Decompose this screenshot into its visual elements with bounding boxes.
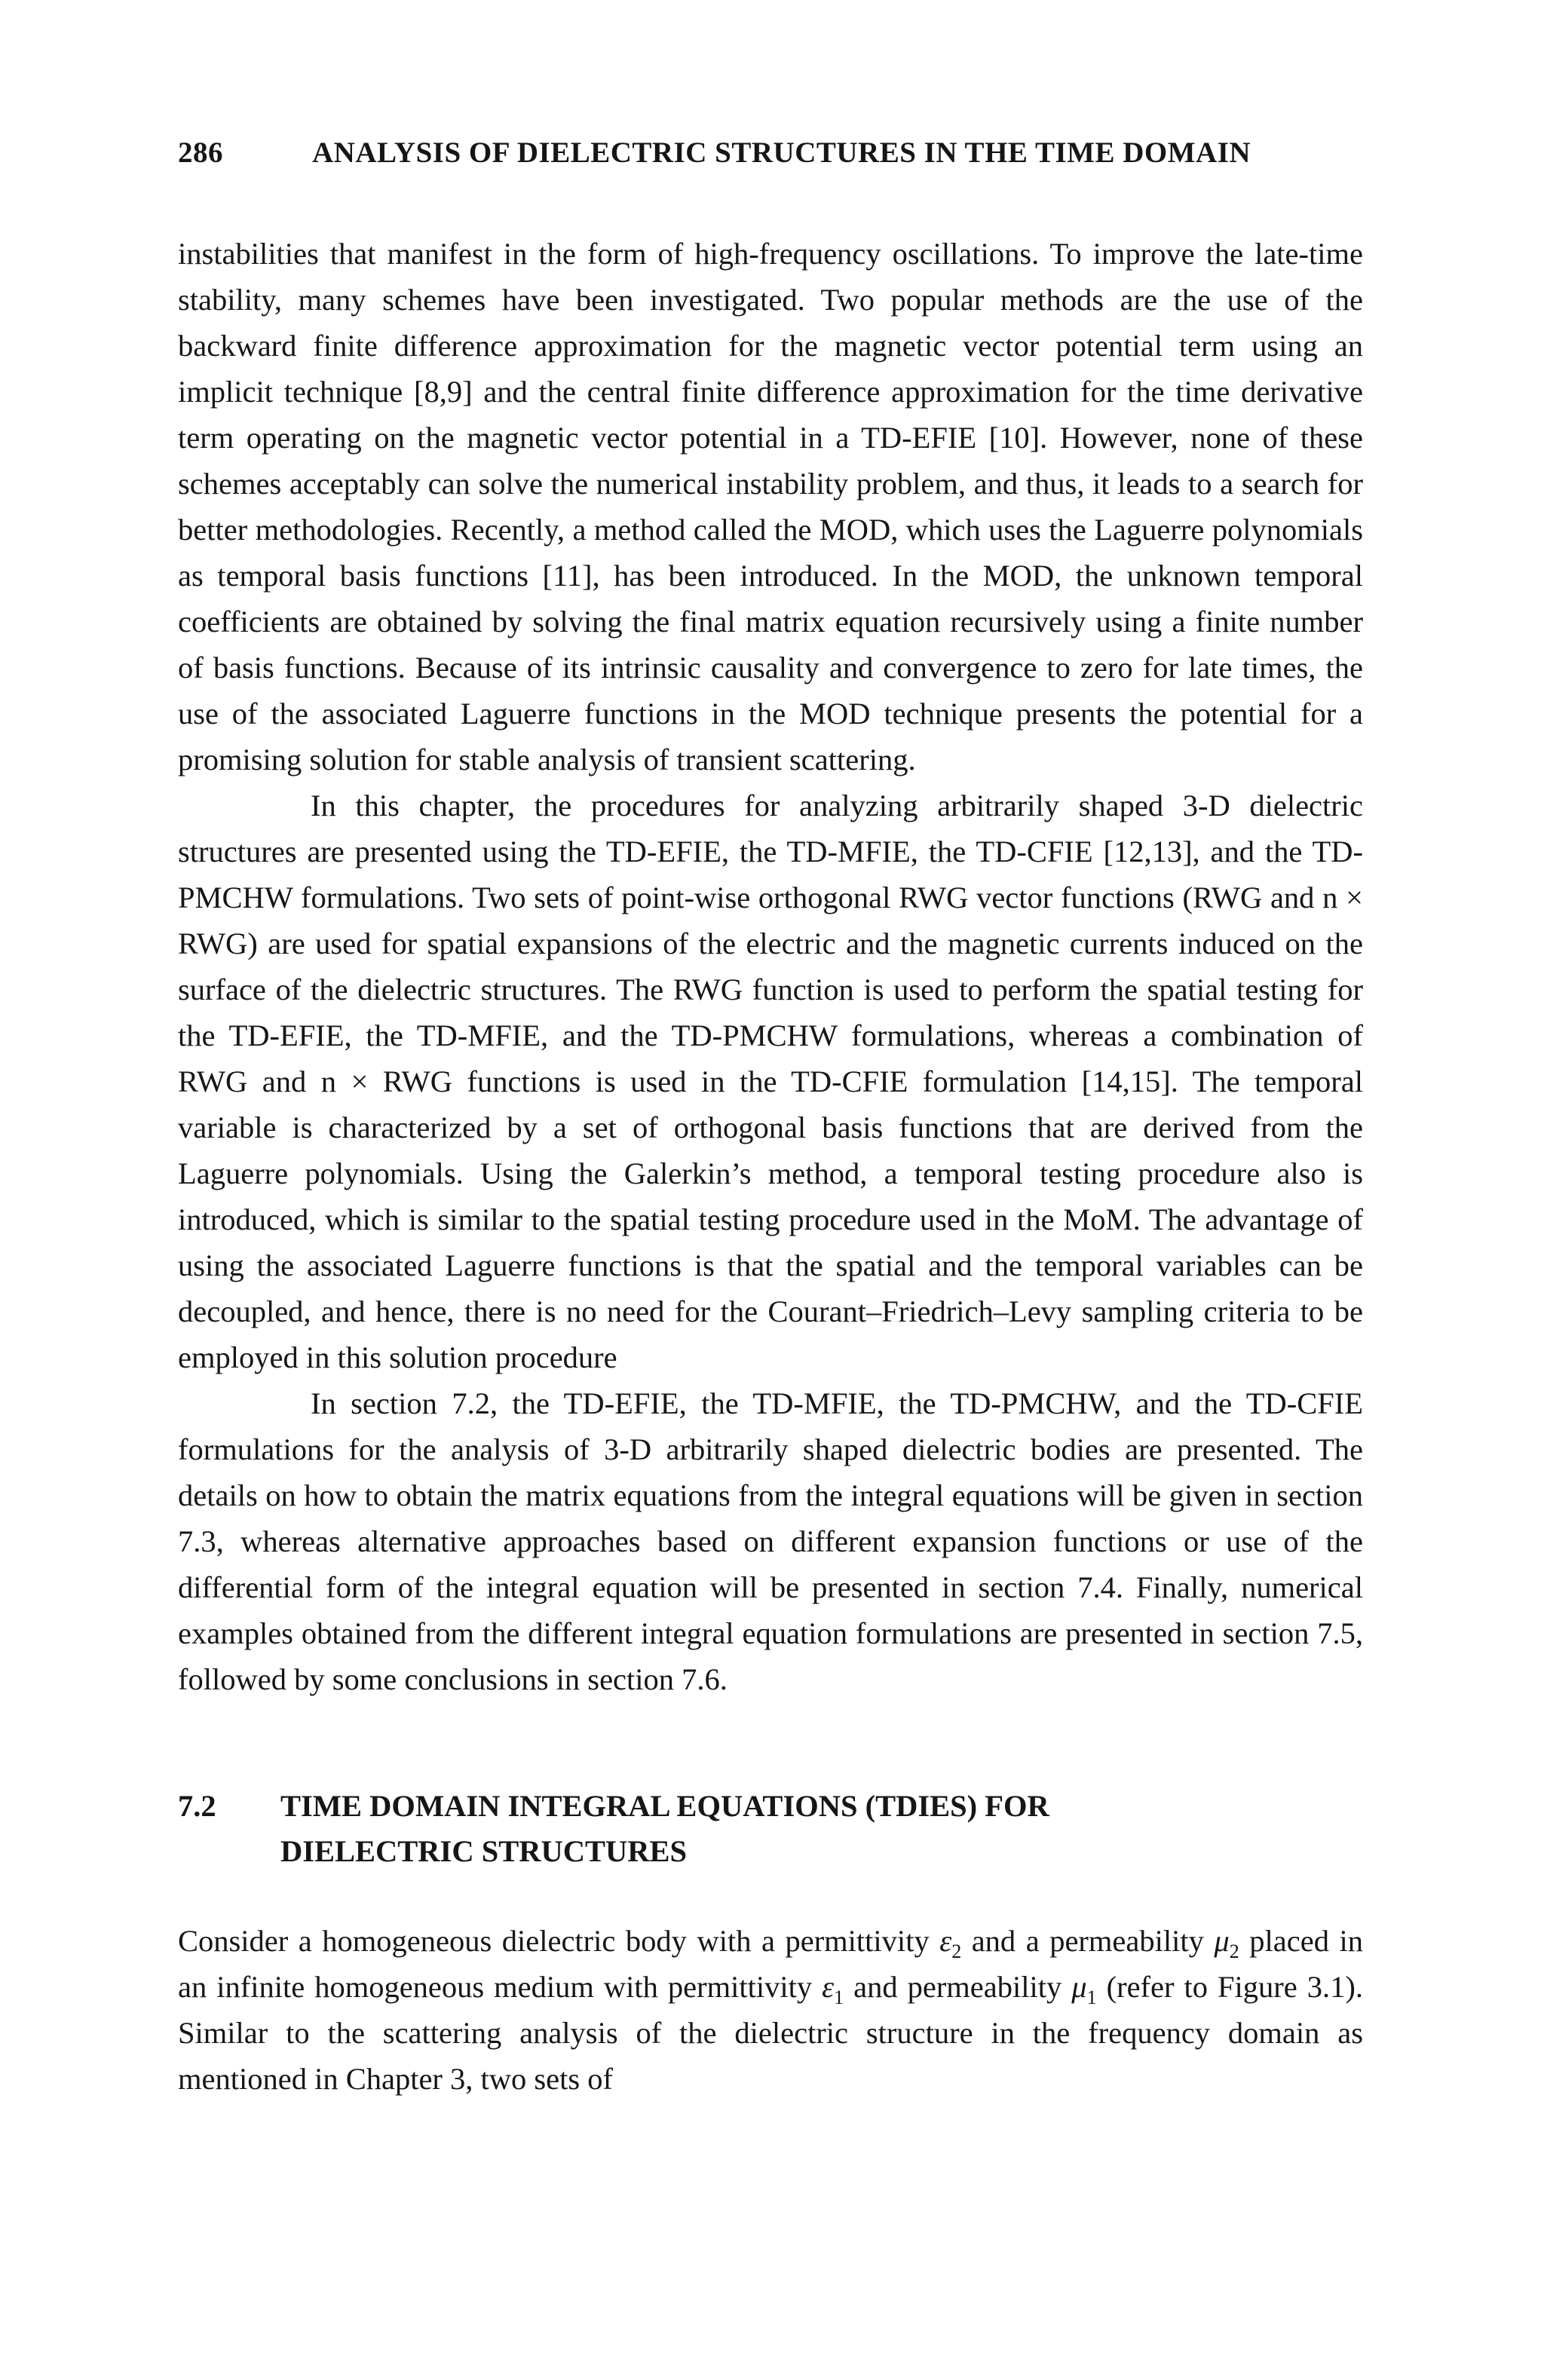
- text-run: and permeability: [844, 1970, 1072, 2004]
- document-page: [178, 136, 1363, 2102]
- paragraph-chapter-overview: In this chapter, the procedures for analyzing arbitrarily shaped 3-D dielectric structures are presented using the TD-EFIE, the TD-MFIE, the TD-CFIE [12,13], and the TD-PMCHW formulations. Two sets of point-wise orthogonal RWG vector functions (RWG and n × RWG) are used for spatial expansions of the electric and the magnetic currents induced on the surface of the dielectric structures. The RWG function is used to perform the spatial testing for the TD-EFIE, the TD-MFIE, and the TD-PMCHW formulations, whereas a combination of RWG and n × RWG functions is used in the TD-CFIE formulation [14,15]. The temporal variable is characterized by a set of orthogonal basis functions that are derived from the Laguerre polynomials. Using the Galerkin’s method, a temporal testing procedure also is introduced, which is similar to the spatial testing procedure used in the MoM. The advantage of using the associated Laguerre functions is that the spatial and the temporal variables can be decoupled, and hence, there is no need for the Courant–Friedrich–Levy sampling criteria to be employed in this solution procedure: [178, 789, 1363, 1374]
- section-title: [280, 1784, 1363, 1874]
- text-run: placed in an infinite homogeneous medium with permittivity: [178, 1924, 1363, 2004]
- section-title-line-2: DIELECTRIC STRUCTURES: [280, 1834, 688, 1868]
- paragraph-section-intro: [178, 1918, 1363, 2102]
- mu-symbol: μ: [1214, 1924, 1230, 1958]
- section-heading: [178, 1784, 1363, 1874]
- text-run: (refer to Figure 3.1). Similar to the scattering analysis of the dielectric structure in the frequency domain as mentioned in Chapter 3, two sets of: [178, 1970, 1363, 2096]
- page-number: 286: [178, 136, 223, 169]
- mu-symbol: μ: [1071, 1970, 1087, 2004]
- running-head: [178, 136, 1363, 181]
- body-text: [178, 231, 1363, 1702]
- section-title-line-1: TIME DOMAIN INTEGRAL EQUATIONS (TDIES) FOR: [280, 1789, 1049, 1823]
- paragraph-section-roadmap: In section 7.2, the TD-EFIE, the TD-MFIE, the TD-PMCHW, and the TD-CFIE formulations for the analysis of 3-D arbitrarily shaped dielectric bodies are presented. The details on how to obtain the matrix equations from the integral equations will be given in section 7.3, whereas alternative approaches based on different expansion functions or use of the differential form of the integral equation will be presented in section 7.4. Finally, numerical examples obtained from the different integral equation formulations are presented in section 7.5, followed by some conclusions in section 7.6.: [178, 1386, 1363, 1696]
- running-head-title: ANALYSIS OF DIELECTRIC STRUCTURES IN THE TIME DOMAIN: [312, 136, 1251, 169]
- subscript: 2: [1229, 1940, 1239, 1963]
- text-run: and a permeability: [961, 1924, 1215, 1958]
- body-text-section: [178, 1918, 1363, 2102]
- paragraph-continuation: instabilities that manifest in the form of high-frequency oscillations. To improve the late-time stability, many schemes have been investigated. Two popular methods are the use of the backward finite difference approximation for the magnetic vector potential term using an implicit technique [8,9] and the central finite difference approximation for the time derivative term operating on the magnetic vector potential in a TD-EFIE [10]. However, none of these schemes acceptably can solve the numerical instability problem, and thus, it leads to a search for better methodologies. Recently, a method called the MOD, which uses the Laguerre polynomials as temporal basis functions [11], has been introduced. In the MOD, the unknown temporal coefficients are obtained by solving the final matrix equation recursively using a finite number of basis functions. Because of its intrinsic causality and convergence to zero for late times, the use of the associated Laguerre functions in the MOD technique presents the potential for a promising solution for stable analysis of transient scattering.: [178, 237, 1363, 776]
- subscript: 2: [951, 1940, 962, 1963]
- subscript: 1: [834, 1986, 844, 2009]
- epsilon-symbol: ε: [822, 1970, 835, 2004]
- epsilon-symbol: ε: [939, 1924, 952, 1958]
- section-number: 7.2: [178, 1789, 216, 1823]
- text-run: Consider a homogeneous dielectric body with a permittivity: [178, 1924, 940, 1958]
- subscript: 1: [1086, 1986, 1097, 2009]
